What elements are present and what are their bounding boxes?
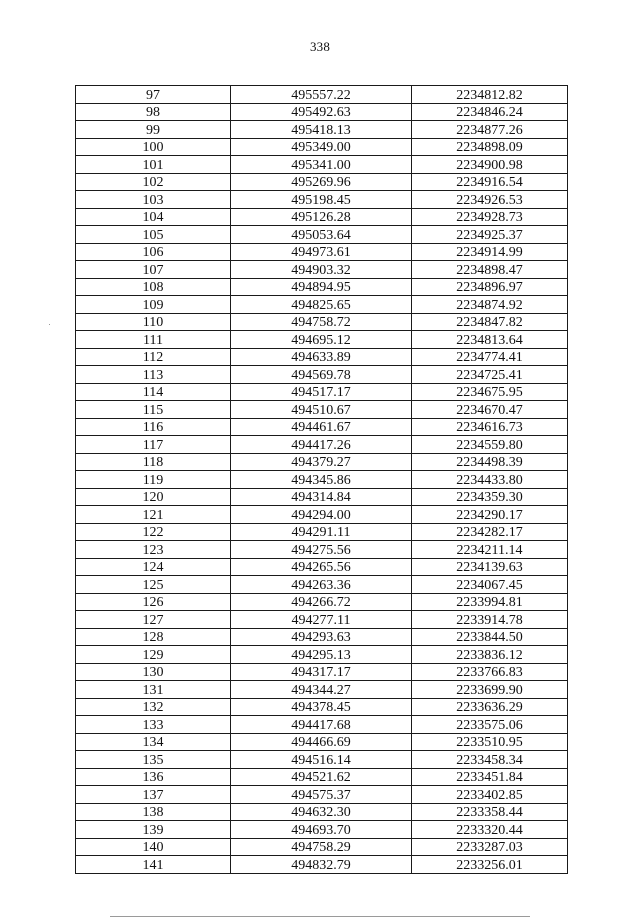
y-coordinate-cell: 2234616.73 <box>412 418 568 436</box>
table-row <box>76 838 568 856</box>
point-number-cell: 124 <box>76 558 231 576</box>
point-number-cell: 119 <box>76 471 231 489</box>
x-coordinate-cell: 494633.89 <box>231 348 412 366</box>
x-coordinate-cell: 494903.32 <box>231 261 412 279</box>
x-coordinate-cell: 494293.63 <box>231 628 412 646</box>
point-number-cell: 97 <box>76 86 231 104</box>
x-coordinate-cell: 494758.29 <box>231 838 412 856</box>
y-coordinate-cell: 2234211.14 <box>412 541 568 559</box>
y-coordinate-cell: 2234898.47 <box>412 261 568 279</box>
y-coordinate-cell: 2234290.17 <box>412 506 568 524</box>
table-row <box>76 191 568 209</box>
table-row <box>76 821 568 839</box>
point-number-cell: 134 <box>76 733 231 751</box>
y-coordinate-cell: 2234916.54 <box>412 173 568 191</box>
table-row <box>76 208 568 226</box>
point-number-cell: 138 <box>76 803 231 821</box>
y-coordinate-cell: 2234498.39 <box>412 453 568 471</box>
point-number-cell: 122 <box>76 523 231 541</box>
page-number: 338 <box>309 39 331 54</box>
y-coordinate-cell: 2233358.44 <box>412 803 568 821</box>
x-coordinate-cell: 495198.45 <box>231 191 412 209</box>
point-number-cell: 130 <box>76 663 231 681</box>
table-row <box>76 488 568 506</box>
y-coordinate-cell: 2233287.03 <box>412 838 568 856</box>
y-coordinate-cell: 2233994.81 <box>412 593 568 611</box>
x-coordinate-cell: 495269.96 <box>231 173 412 191</box>
y-coordinate-cell: 2234928.73 <box>412 208 568 226</box>
table-row <box>76 698 568 716</box>
x-coordinate-cell: 494314.84 <box>231 488 412 506</box>
point-number-cell: 140 <box>76 838 231 856</box>
x-coordinate-cell: 494569.78 <box>231 366 412 384</box>
y-coordinate-cell: 2233256.01 <box>412 856 568 874</box>
point-number-cell: 103 <box>76 191 231 209</box>
x-coordinate-cell: 494758.72 <box>231 313 412 331</box>
x-coordinate-cell: 494973.61 <box>231 243 412 261</box>
table-row <box>76 751 568 769</box>
point-number-cell: 131 <box>76 681 231 699</box>
table-row <box>76 646 568 664</box>
x-coordinate-cell: 494417.68 <box>231 716 412 734</box>
point-number-cell: 133 <box>76 716 231 734</box>
x-coordinate-cell: 494894.95 <box>231 278 412 296</box>
table-row <box>76 226 568 244</box>
table-row <box>76 681 568 699</box>
y-coordinate-cell: 2234914.99 <box>412 243 568 261</box>
table-row <box>76 103 568 121</box>
y-coordinate-cell: 2233320.44 <box>412 821 568 839</box>
point-number-cell: 132 <box>76 698 231 716</box>
table-row <box>76 366 568 384</box>
y-coordinate-cell: 2233458.34 <box>412 751 568 769</box>
table-row <box>76 593 568 611</box>
x-coordinate-cell: 495341.00 <box>231 156 412 174</box>
point-number-cell: 111 <box>76 331 231 349</box>
x-coordinate-cell: 494517.17 <box>231 383 412 401</box>
x-coordinate-cell: 494693.70 <box>231 821 412 839</box>
x-coordinate-cell: 494295.13 <box>231 646 412 664</box>
y-coordinate-cell: 2234670.47 <box>412 401 568 419</box>
table-row <box>76 156 568 174</box>
x-coordinate-cell: 494378.45 <box>231 698 412 716</box>
point-number-cell: 126 <box>76 593 231 611</box>
table-row <box>76 786 568 804</box>
table-row <box>76 803 568 821</box>
table-row <box>76 121 568 139</box>
y-coordinate-cell: 2234433.80 <box>412 471 568 489</box>
y-coordinate-cell: 2234926.53 <box>412 191 568 209</box>
y-coordinate-cell: 2233636.29 <box>412 698 568 716</box>
point-number-cell: 99 <box>76 121 231 139</box>
point-number-cell: 137 <box>76 786 231 804</box>
point-number-cell: 125 <box>76 576 231 594</box>
x-coordinate-cell: 495418.13 <box>231 121 412 139</box>
table-row <box>76 506 568 524</box>
point-number-cell: 101 <box>76 156 231 174</box>
y-coordinate-cell: 2234725.41 <box>412 366 568 384</box>
y-coordinate-cell: 2234282.17 <box>412 523 568 541</box>
x-coordinate-cell: 494345.86 <box>231 471 412 489</box>
point-number-cell: 118 <box>76 453 231 471</box>
y-coordinate-cell: 2233844.50 <box>412 628 568 646</box>
y-coordinate-cell: 2233766.83 <box>412 663 568 681</box>
y-coordinate-cell: 2234559.80 <box>412 436 568 454</box>
x-coordinate-cell: 494344.27 <box>231 681 412 699</box>
point-number-cell: 104 <box>76 208 231 226</box>
table-row <box>76 471 568 489</box>
point-number-cell: 110 <box>76 313 231 331</box>
x-coordinate-cell: 494379.27 <box>231 453 412 471</box>
table-row <box>76 138 568 156</box>
table-row <box>76 261 568 279</box>
x-coordinate-cell: 494263.36 <box>231 576 412 594</box>
point-number-cell: 115 <box>76 401 231 419</box>
y-coordinate-cell: 2234846.24 <box>412 103 568 121</box>
x-coordinate-cell: 495126.28 <box>231 208 412 226</box>
table-row <box>76 348 568 366</box>
y-coordinate-cell: 2233836.12 <box>412 646 568 664</box>
x-coordinate-cell: 495557.22 <box>231 86 412 104</box>
point-number-cell: 121 <box>76 506 231 524</box>
point-number-cell: 100 <box>76 138 231 156</box>
table-row <box>76 523 568 541</box>
y-coordinate-cell: 2234813.64 <box>412 331 568 349</box>
point-number-cell: 98 <box>76 103 231 121</box>
x-coordinate-cell: 494521.62 <box>231 768 412 786</box>
table-row <box>76 296 568 314</box>
y-coordinate-cell: 2234774.41 <box>412 348 568 366</box>
y-coordinate-cell: 2234139.63 <box>412 558 568 576</box>
table-row <box>76 558 568 576</box>
y-coordinate-cell: 2234925.37 <box>412 226 568 244</box>
x-coordinate-cell: 494695.12 <box>231 331 412 349</box>
y-coordinate-cell: 2234874.92 <box>412 296 568 314</box>
table-row <box>76 856 568 874</box>
y-coordinate-cell: 2234847.82 <box>412 313 568 331</box>
table-row <box>76 86 568 104</box>
x-coordinate-cell: 494265.56 <box>231 558 412 576</box>
y-coordinate-cell: 2234898.09 <box>412 138 568 156</box>
y-coordinate-cell: 2233402.85 <box>412 786 568 804</box>
table-row <box>76 768 568 786</box>
point-number-cell: 112 <box>76 348 231 366</box>
point-number-cell: 139 <box>76 821 231 839</box>
x-coordinate-cell: 494825.65 <box>231 296 412 314</box>
point-number-cell: 117 <box>76 436 231 454</box>
y-coordinate-cell: 2234812.82 <box>412 86 568 104</box>
coordinates-table-body <box>76 86 568 874</box>
x-coordinate-cell: 494575.37 <box>231 786 412 804</box>
x-coordinate-cell: 494832.79 <box>231 856 412 874</box>
point-number-cell: 136 <box>76 768 231 786</box>
x-coordinate-cell: 494294.00 <box>231 506 412 524</box>
y-coordinate-cell: 2234896.97 <box>412 278 568 296</box>
point-number-cell: 127 <box>76 611 231 629</box>
point-number-cell: 141 <box>76 856 231 874</box>
point-number-cell: 107 <box>76 261 231 279</box>
table-row <box>76 716 568 734</box>
point-number-cell: 123 <box>76 541 231 559</box>
point-number-cell: 129 <box>76 646 231 664</box>
table-row <box>76 663 568 681</box>
table-row <box>76 401 568 419</box>
point-number-cell: 102 <box>76 173 231 191</box>
coordinates-table <box>75 85 568 874</box>
point-number-cell: 113 <box>76 366 231 384</box>
x-coordinate-cell: 494266.72 <box>231 593 412 611</box>
table-row <box>76 313 568 331</box>
y-coordinate-cell: 2233451.84 <box>412 768 568 786</box>
x-coordinate-cell: 495492.63 <box>231 103 412 121</box>
x-coordinate-cell: 494466.69 <box>231 733 412 751</box>
point-number-cell: 109 <box>76 296 231 314</box>
y-coordinate-cell: 2233699.90 <box>412 681 568 699</box>
x-coordinate-cell: 494277.11 <box>231 611 412 629</box>
table-row <box>76 383 568 401</box>
x-coordinate-cell: 495349.00 <box>231 138 412 156</box>
point-number-cell: 114 <box>76 383 231 401</box>
point-number-cell: 116 <box>76 418 231 436</box>
table-row <box>76 331 568 349</box>
x-coordinate-cell: 494461.67 <box>231 418 412 436</box>
table-row <box>76 278 568 296</box>
y-coordinate-cell: 2234067.45 <box>412 576 568 594</box>
point-number-cell: 120 <box>76 488 231 506</box>
point-number-cell: 105 <box>76 226 231 244</box>
y-coordinate-cell: 2233914.78 <box>412 611 568 629</box>
x-coordinate-cell: 494317.17 <box>231 663 412 681</box>
table-row <box>76 541 568 559</box>
table-row <box>76 733 568 751</box>
table-row <box>76 611 568 629</box>
point-number-cell: 106 <box>76 243 231 261</box>
x-coordinate-cell: 494632.30 <box>231 803 412 821</box>
x-coordinate-cell: 494275.56 <box>231 541 412 559</box>
table-row <box>76 628 568 646</box>
y-coordinate-cell: 2234675.95 <box>412 383 568 401</box>
table-row <box>76 576 568 594</box>
point-number-cell: 128 <box>76 628 231 646</box>
x-coordinate-cell: 495053.64 <box>231 226 412 244</box>
y-coordinate-cell: 2233510.95 <box>412 733 568 751</box>
y-coordinate-cell: 2233575.06 <box>412 716 568 734</box>
y-coordinate-cell: 2234900.98 <box>412 156 568 174</box>
y-coordinate-cell: 2234877.26 <box>412 121 568 139</box>
bottom-rule <box>110 916 530 917</box>
x-coordinate-cell: 494417.26 <box>231 436 412 454</box>
table-row <box>76 453 568 471</box>
x-coordinate-cell: 494291.11 <box>231 523 412 541</box>
table-row <box>76 436 568 454</box>
y-coordinate-cell: 2234359.30 <box>412 488 568 506</box>
point-number-cell: 135 <box>76 751 231 769</box>
point-number-cell: 108 <box>76 278 231 296</box>
x-coordinate-cell: 494516.14 <box>231 751 412 769</box>
scan-speck <box>49 324 50 325</box>
table-row <box>76 418 568 436</box>
x-coordinate-cell: 494510.67 <box>231 401 412 419</box>
table-row <box>76 243 568 261</box>
table-row <box>76 173 568 191</box>
